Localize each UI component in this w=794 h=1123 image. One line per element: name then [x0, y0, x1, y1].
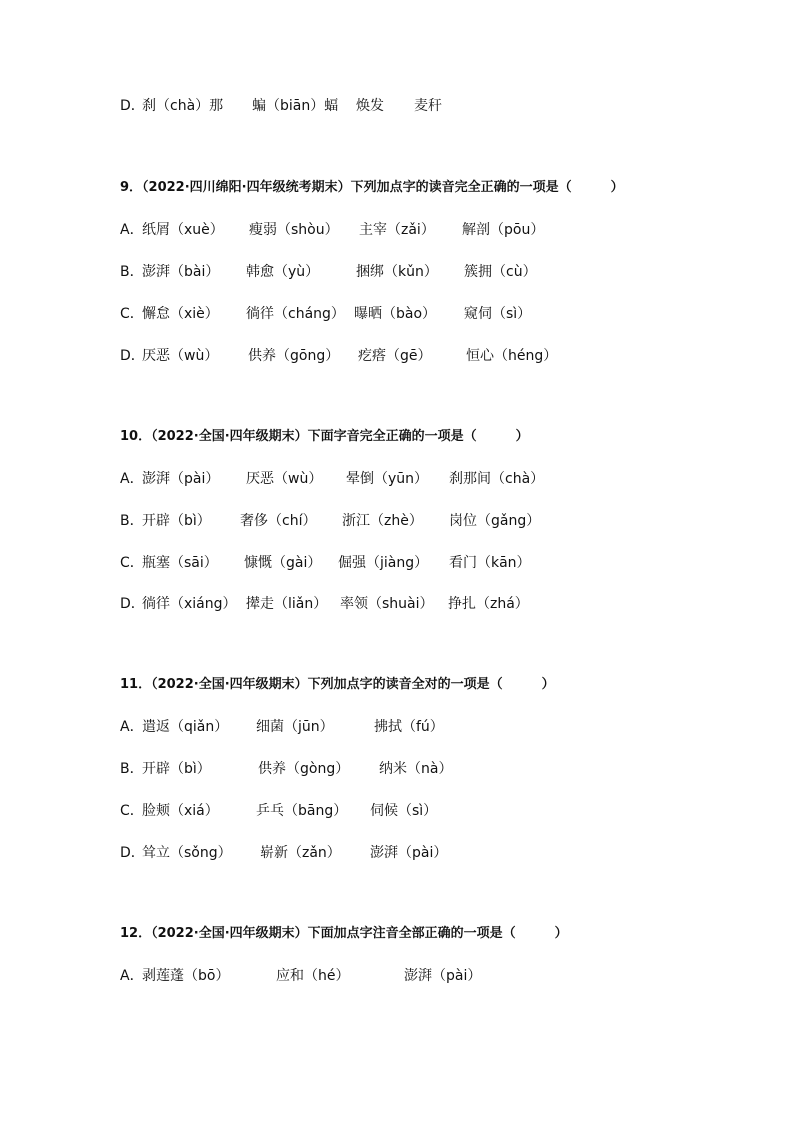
option-label: A．: [120, 222, 144, 238]
option-item-2: 奢侈（chí）: [240, 513, 317, 529]
option-item-2: 撵走（liǎn）: [246, 596, 328, 612]
option-item-2: 供养（gòng）: [258, 761, 350, 777]
option-item-1: 瓶塞（sāi）: [142, 555, 218, 571]
option-item-3: 率领（shuài）: [340, 596, 434, 612]
option-item-3: 疙瘩（gē）: [358, 348, 432, 364]
option-item-4: 解剖（pōu）: [462, 222, 545, 238]
option-item-3: 曝晒（bào）: [354, 306, 437, 322]
option-item-3: 主宰（zǎi）: [359, 222, 435, 238]
option-item-3: 晕倒（yūn）: [346, 471, 429, 487]
option-label: A．: [120, 968, 144, 984]
option-label: B．: [120, 513, 144, 529]
option-item-1: 刹（chà）那: [142, 98, 224, 114]
option-item-3: 澎湃（pài）: [370, 845, 448, 861]
option-item-2: 瘦弱（shòu）: [249, 222, 339, 238]
option-item-1: 厌恶（wù）: [142, 348, 219, 364]
option-item-4: 挣扎（zhá）: [448, 596, 529, 612]
option-label: B．: [120, 264, 144, 280]
option-item-2: 崭新（zǎn）: [260, 845, 341, 861]
option-item-2: 韩愈（yù）: [246, 264, 320, 280]
option-item-2: 乒乓（bāng）: [256, 803, 348, 819]
option-item-1: 开辟（bì）: [142, 513, 211, 529]
option-label: D．: [120, 596, 145, 612]
option-item-1: 开辟（bì）: [142, 761, 211, 777]
option-item-3: 倔强（jiàng）: [338, 555, 429, 571]
question-10-stem: 10．（2022·全国·四年级期末）下面字音完全正确的一项是（ ）: [120, 429, 529, 444]
option-item-3: 伺候（sì）: [370, 803, 438, 819]
option-item-1: 耸立（sǒng）: [142, 845, 232, 861]
option-item-1: 遣返（qiǎn）: [142, 719, 229, 735]
option-item-1: 澎湃（pài）: [142, 471, 220, 487]
option-label: C．: [120, 306, 144, 322]
option-item-2: 细菌（jūn）: [256, 719, 334, 735]
option-item-4: 看门（kān）: [449, 555, 531, 571]
question-12-stem: 12．（2022·全国·四年级期末）下面加点字注音全部正确的一项是（ ）: [120, 926, 568, 941]
option-item-4: 麦秆: [414, 98, 442, 114]
option-label: C．: [120, 555, 144, 571]
option-item-2: 蝙（biān）蝠: [252, 98, 339, 114]
option-item-4: 恒心（héng）: [466, 348, 558, 364]
option-item-3: 浙江（zhè）: [342, 513, 423, 529]
option-item-3: 澎湃（pài）: [404, 968, 482, 984]
option-label: D．: [120, 98, 145, 114]
option-label: B．: [120, 761, 144, 777]
option-item-2: 供养（gōng）: [248, 348, 340, 364]
option-item-1: 脸颊（xiá）: [142, 803, 219, 819]
option-label: D．: [120, 845, 145, 861]
option-item-2: 徜徉（cháng）: [246, 306, 345, 322]
option-item-4: 岗位（gǎng）: [449, 513, 541, 529]
option-item-3: 焕发: [356, 98, 384, 114]
option-label: A．: [120, 471, 144, 487]
option-item-4: 刹那间（chà）: [449, 471, 545, 487]
option-item-1: 徜徉（xiáng）: [142, 596, 237, 612]
option-label: A．: [120, 719, 144, 735]
option-item-3: 纳米（nà）: [379, 761, 453, 777]
option-item-4: 簇拥（cù）: [464, 264, 537, 280]
question-9-stem: 9．（2022·四川绵阳·四年级统考期末）下列加点字的读音完全正确的一项是（ ）: [120, 180, 624, 195]
option-item-1: 剥莲蓬（bō）: [142, 968, 230, 984]
option-item-2: 厌恶（wù）: [246, 471, 323, 487]
option-item-2: 慷慨（gài）: [244, 555, 322, 571]
option-item-1: 懈怠（xiè）: [142, 306, 219, 322]
option-item-3: 捆绑（kǔn）: [356, 264, 438, 280]
option-item-2: 应和（hé）: [276, 968, 350, 984]
option-item-1: 澎湃（bài）: [142, 264, 220, 280]
option-label: D．: [120, 348, 145, 364]
option-label: C．: [120, 803, 144, 819]
option-item-1: 纸屑（xuè）: [142, 222, 224, 238]
option-item-4: 窥伺（sì）: [464, 306, 532, 322]
question-11-stem: 11．（2022·全国·四年级期末）下列加点字的读音全对的一项是（ ）: [120, 677, 555, 692]
option-item-3: 拂拭（fú）: [374, 719, 444, 735]
